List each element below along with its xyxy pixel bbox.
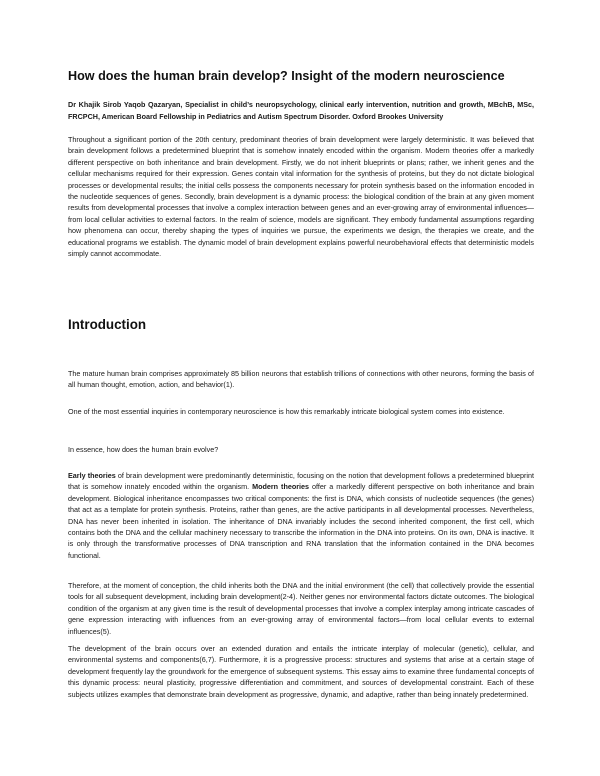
intro-paragraph-4 — [68, 470, 534, 561]
section-heading-introduction: Introduction — [68, 317, 147, 332]
intro-paragraph-3: In essence, how does the human brain evolve? — [68, 445, 219, 454]
bold-modern-theories: Modern theories — [252, 482, 310, 492]
intro-paragraph-1: The mature human brain comprises approximately 85 billion neurons that establish trillions of connections with other neurons, forming the basis of all human thought, emotion, action, and behavior(1). — [68, 369, 534, 390]
paper-title: How does the human brain develop? Insight of the modern neuroscience — [68, 69, 505, 83]
author-affiliation: Dr Khajik Sirob Yaqob Qazaryan, Specialist in child’s neuropsychology, clinical early intervention, nutrition and growth, MBchB, MSc, FRCPCH, American Board Fellowship in Pediatrics and Autism Spectrum Disorder. Oxford Brookes University — [68, 100, 534, 121]
intro-paragraph-6: The development of the brain occurs over an extended duration and entails the intricate interplay of molecular (genetic), cellular, and environmental systems and components(6,7). Furthermore, it is a progressive process: structures and systems that arise at a certain stage of development frequently lay the groundwork for the emergence of subsequent systems. This essay aims to examine three fundamental concepts of this dynamic process: neural plasticity, progressive differentiation and commitment, and sources of developmental constraint. Each of these subjects utilizes examples that demonstrate brain development as progressive, dynamic, and adaptive, rather than being innately predetermined. — [68, 644, 534, 699]
p4-text-2: offer a markedly different perspective on both inheritance and brain development. Biological inheritance encompasses two critical components: the first is DNA, which consists of nucleotide sequences (the genes) that act as a template for protein synthesis. Proteins, rather than genes, are the active participants in all developmental processes. Nevertheless, DNA has never been inherited in isolation. The inheritance of DNA invariably includes the second inherited component, the first cell, which contains both the DNA and the cellular machinery necessary to transcribe the information in the DNA into proteins. On its own, DNA is inactive. It is only through the transformative processes of DNA transcription and RNA translation that the information contained in the DNA becomes functional. — [68, 482, 534, 560]
abstract-paragraph: Throughout a significant portion of the 20th century, predominant theories of brain development were largely deterministic. It was believed that brain development follows a predetermined blueprint that is somehow innately encoded within the organism. Modern theories offer a markedly different perspective on both inheritance and brain development. Firstly, we do not inherit blueprints or plans; rather, we inherit genes and the cellular mechanisms required for their expression. Genes contain vital information for the synthesis of proteins, but they do not dictate biological processes or developmental results; the initial cells possess the components necessary for protein synthesis based on the information encoded in the nucleotide sequences of genes. Secondly, brain development is a dynamic process: the biological condition of the brain at any given moment results from developmental processes that involve a complex interaction between genes and an ever-growing array of environmental influences—from local cellular activities to external factors. In the realm of science, models are significant. They embody fundamental assumptions regarding how phenomena can occur, thereby shaping the types of inquiries we pursue, the experiments we design, the therapies we create, and the educational programs we establish. The dynamic model of brain development explains powerful neurobehavioral effects that deterministic models simply cannot accommodate. — [68, 135, 534, 259]
bold-early-theories: Early theories — [68, 471, 116, 480]
intro-paragraph-5: Therefore, at the moment of conception, the child inherits both the DNA and the initial environment (the cell) that collectively provide the essential tools for all subsequent development, including brain development(2-4). Neither genes nor environmental factors dictate outcomes. The biological condition of the organism at any given time is the result of developmental processes that involve a complex interplay among intricate cascades of gene expression interacting with influences from an ever-growing array of environmental factors—from local cellular events to external influences(5). — [68, 581, 534, 636]
intro-paragraph-2: One of the most essential inquiries in contemporary neuroscience is how this remarkably intricate biological system comes into existence. — [68, 407, 505, 416]
p4-text-1: of brain development were predominantly deterministic, focusing on the notion that development follows a predetermined blueprint that is somehow innately encoded within the organism. — [68, 471, 534, 492]
